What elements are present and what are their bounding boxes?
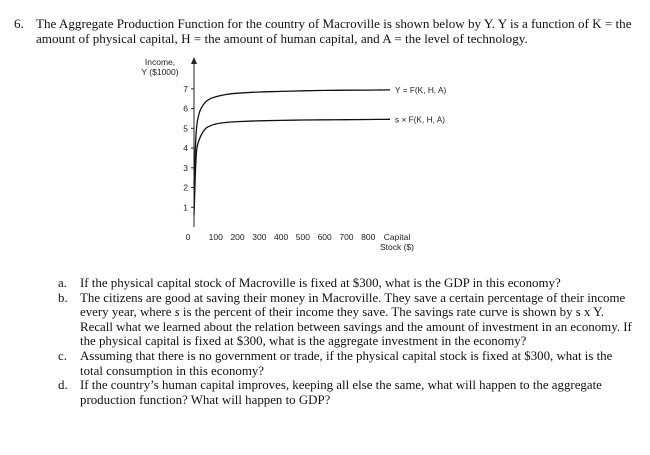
y-axis-ticks [183, 84, 194, 212]
savings-curve [194, 119, 390, 215]
y-tick-label: 5 [183, 123, 188, 134]
x-tick-label: 200 [230, 232, 245, 242]
series-layer [194, 85, 446, 215]
x-axis-ticks [209, 232, 376, 242]
production-function-label: Y = F(K, H, A) [395, 84, 447, 95]
x-tick-label: 800 [361, 232, 376, 242]
question-a [58, 276, 638, 291]
x-tick-label: 300 [252, 232, 267, 242]
question-letter: c. [58, 348, 67, 363]
production-function-chart [140, 57, 470, 257]
y-tick-label: 6 [183, 103, 188, 114]
question-letter: d. [58, 378, 68, 393]
question-list [58, 276, 638, 407]
production-function-curve [194, 90, 390, 184]
savings-curve-label: s × F(K, H, A) [395, 114, 446, 125]
y-axis-arrow [191, 57, 197, 64]
y-tick-label: 4 [183, 143, 188, 154]
chart-canvas [140, 57, 470, 257]
savings-variable: s [174, 305, 180, 320]
problem-number: 6. [14, 16, 24, 31]
y-tick-label: 7 [183, 83, 188, 94]
x-tick-label: 700 [339, 232, 354, 242]
question-letter: b. [58, 290, 68, 305]
x-tick-label: 500 [295, 232, 310, 242]
x-tick-label: 100 [208, 232, 223, 242]
question-text-part1: The citizens are good at saving their money in Macroville. They save a certain percentage of their income every year, where [80, 290, 626, 320]
y-axis-label-line1: Income, [144, 57, 176, 67]
y-tick-label: 3 [183, 162, 188, 173]
question-c [58, 349, 638, 378]
question-d [58, 378, 638, 407]
question-text: If the physical capital stock of Macroville is fixed at $300, what is the GDP in this economy? [80, 276, 561, 290]
question-text: If the country’s human capital improves, keeping all else the same, what will happen to the aggregate production function? What will happen to GDP? [80, 378, 602, 407]
question-text: Assuming that there is no government or trade, if the physical capital stock is fixed at $300, what is the total consumption in this economy? [80, 348, 613, 378]
problem-stem: The Aggregate Production Function for the country of Macroville is shown below by Y. Y is a function of K = the amount of physical capital, H = the amount of human capital, and A = the level of technology. [36, 16, 632, 46]
x-tick-label: 600 [317, 232, 332, 242]
x-tick-label: 400 [274, 232, 289, 242]
y-tick-label: 2 [183, 182, 188, 193]
question-b [58, 291, 638, 349]
origin-label: 0 [185, 232, 191, 242]
question-text-part2: is the percent of their income they save. The savings rate curve is shown by s x Y. Recall what we learned about the relation between savings and the amount of investment in an economy. If the physical capital is fixed at $300, what is the aggregate investment in the economy? [80, 305, 632, 349]
y-axis-label-line2: Y ($1000) [141, 67, 179, 77]
x-axis-label-line1: Capital [383, 232, 411, 242]
y-tick-label: 1 [183, 202, 188, 213]
question-letter: a. [58, 276, 67, 290]
x-axis-label-line2: Stock ($) [379, 242, 415, 252]
